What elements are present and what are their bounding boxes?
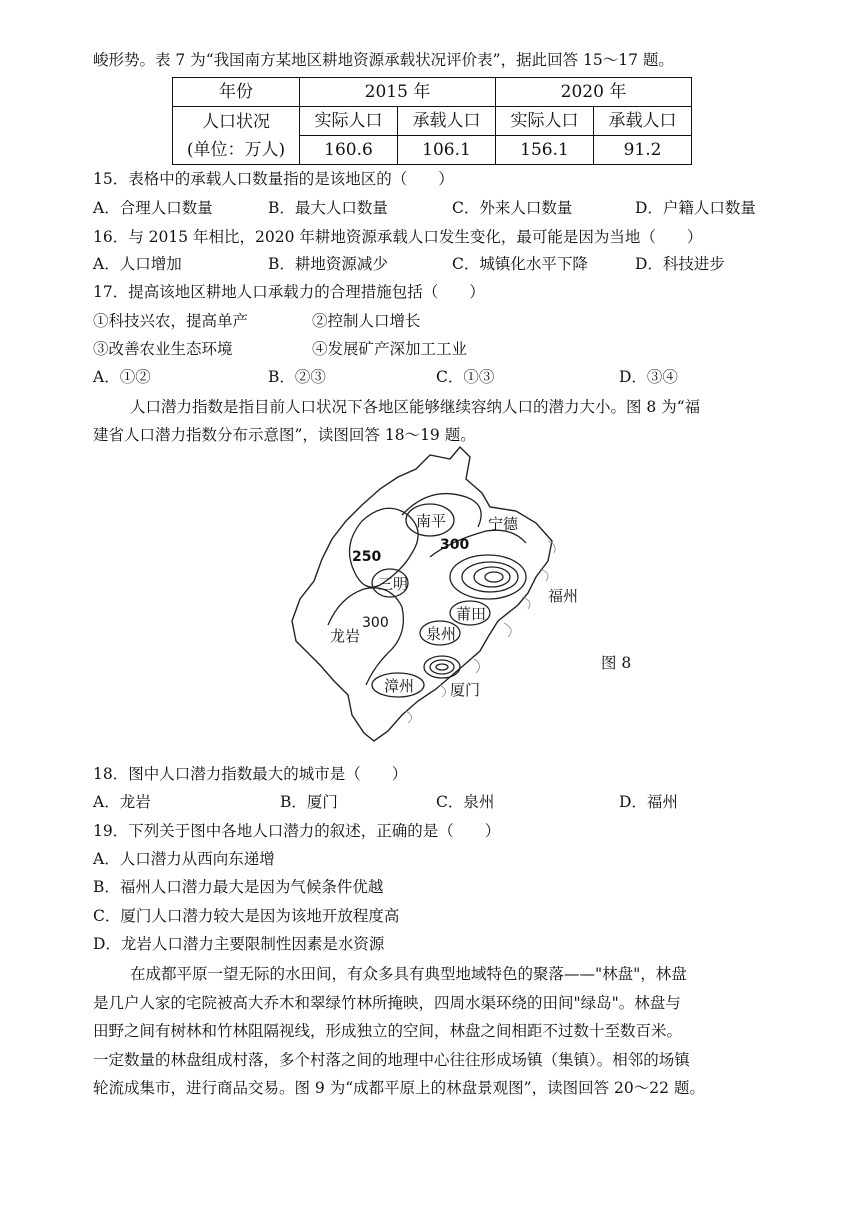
intro-q20-line1: 在成都平原一望无际的水田间，有众多具有典型地域特色的聚落——"林盘"，林盘	[130, 965, 687, 983]
q17-option-a: A．①②	[93, 368, 151, 386]
q15-option-c: C．外来人口数量	[452, 199, 573, 217]
table-row-label	[173, 107, 300, 165]
q19-option-c: C．厦门人口潜力较大是因为该地开放程度高	[93, 907, 400, 925]
intro-q20-line5: 轮流成集市，进行商品交易。图 9 为“成都平原上的林盘景观图”，读图回答 20～22 题。	[93, 1079, 705, 1097]
value-actual-2020: 156.1	[496, 136, 594, 165]
q17-option-d: D．③④	[619, 368, 678, 386]
table-row	[173, 107, 692, 136]
q18-option-d: D．福州	[619, 793, 678, 811]
intro-q15-text: 峻形势。表 7 为“我国南方某地区耕地资源承载状况评价表”，据此回答 15～17 题。	[93, 51, 674, 69]
q18-option-b: B．厦门	[280, 793, 338, 811]
intro-q20-line4: 一定数量的林盘组成村落，多个村落之间的地理中心往往形成场镇（集镇）。相邻的场镇	[93, 1051, 690, 1069]
figure-8-caption: 图 8	[601, 654, 632, 672]
q19-option-d: D．龙岩人口潜力主要限制性因素是水资源	[93, 935, 385, 953]
q17-item-4: ④发展矿产深加工工业	[312, 340, 468, 358]
city-label-putian: 莆田	[456, 605, 487, 623]
q15-option-d: D．户籍人口数量	[635, 199, 756, 217]
col-actual-2015: 实际人口	[300, 107, 398, 136]
q19-option-a: A．人口潜力从西向东递增	[93, 850, 275, 868]
col-capacity-2015: 承载人口	[398, 107, 496, 136]
value-capacity-2020: 91.2	[594, 136, 692, 165]
isoline-label-250: 250	[352, 549, 382, 565]
row-label-line2: (单位：万人)	[186, 139, 286, 160]
value-actual-2015: 160.6	[300, 136, 398, 165]
q15-option-b: B．最大人口数量	[268, 199, 388, 217]
row-label-line1: 人口状况	[202, 111, 270, 132]
fujian-population-potential-map	[290, 445, 579, 747]
fuzhou-rings	[450, 555, 526, 599]
city-label-sanming: 三明	[378, 575, 409, 593]
q15-option-a: A．合理人口数量	[93, 199, 213, 217]
intro-q18-line2: 建省人口潜力指数分布示意图”，读图回答 18～19 题。	[93, 426, 476, 444]
q16-option-b: B．耕地资源减少	[268, 255, 388, 273]
table-header-2020: 2020 年	[496, 78, 692, 107]
q16-option-d: D．科技进步	[635, 255, 725, 273]
col-capacity-2020: 承载人口	[594, 107, 692, 136]
q18-option-c: C．泉州	[436, 793, 495, 811]
q17-stem: 17．提高该地区耕地人口承载力的合理措施包括（ ）	[93, 283, 485, 301]
q18-option-a: A．龙岩	[93, 793, 151, 811]
q17-item-1: ①科技兴农，提高单产	[93, 312, 249, 330]
q16-option-c: C．城镇化水平下降	[452, 255, 588, 273]
q15-stem: 15．表格中的承载人口数量指的是该地区的（ ）	[93, 170, 454, 188]
city-label-xiamen: 厦门	[450, 681, 481, 699]
table-row	[173, 78, 692, 107]
table-header-year: 年份	[173, 78, 300, 107]
q17-item-2: ②控制人口增长	[312, 312, 421, 330]
city-outlines	[372, 504, 490, 697]
intro-q18-line1: 人口潜力指数是指目前人口状况下各地区能够继续容纳人口的潜力大小。图 8 为“福	[130, 398, 701, 416]
value-capacity-2015: 106.1	[398, 136, 496, 165]
q19-stem: 19．下列关于图中各地人口潜力的叙述，正确的是（ ）	[93, 822, 501, 840]
isoline-label-300-west: 300	[362, 615, 389, 631]
q16-option-a: A．人口增加	[93, 255, 182, 273]
city-label-ningde: 宁德	[488, 515, 519, 533]
xiamen-rings	[424, 656, 460, 678]
q19-option-b: B．福州人口潜力最大是因为气候条件优越	[93, 878, 384, 896]
q17-option-b: B．②③	[268, 368, 326, 386]
city-label-nanping: 南平	[416, 512, 447, 530]
q17-item-3: ③改善农业生态环境	[93, 340, 233, 358]
col-actual-2020: 实际人口	[496, 107, 594, 136]
intro-q20-line2: 是几户人家的宅院被高大乔木和翠绿竹林所掩映，四周水渠环绕的田间"绿岛"。林盘与	[93, 994, 681, 1012]
isoline-label-300-north: 300	[440, 537, 470, 553]
q17-option-c: C．①③	[436, 368, 495, 386]
city-label-quanzhou: 泉州	[426, 625, 457, 643]
table-header-2015: 2015 年	[300, 78, 496, 107]
city-label-zhangzhou: 漳州	[384, 677, 415, 695]
table-7	[172, 77, 692, 165]
city-label-longyan: 龙岩	[330, 627, 361, 645]
city-label-fuzhou: 福州	[548, 587, 579, 605]
q16-stem: 16．与 2015 年相比，2020 年耕地资源承载人口发生变化，最可能是因为当地（ ）	[93, 228, 703, 246]
q18-stem: 18．图中人口潜力指数最大的城市是（ ）	[93, 765, 408, 783]
intro-q20-line3: 田野之间有树林和竹林阻隔视线，形成独立的空间，林盘之间相距不过数十至数百米。	[93, 1022, 683, 1040]
